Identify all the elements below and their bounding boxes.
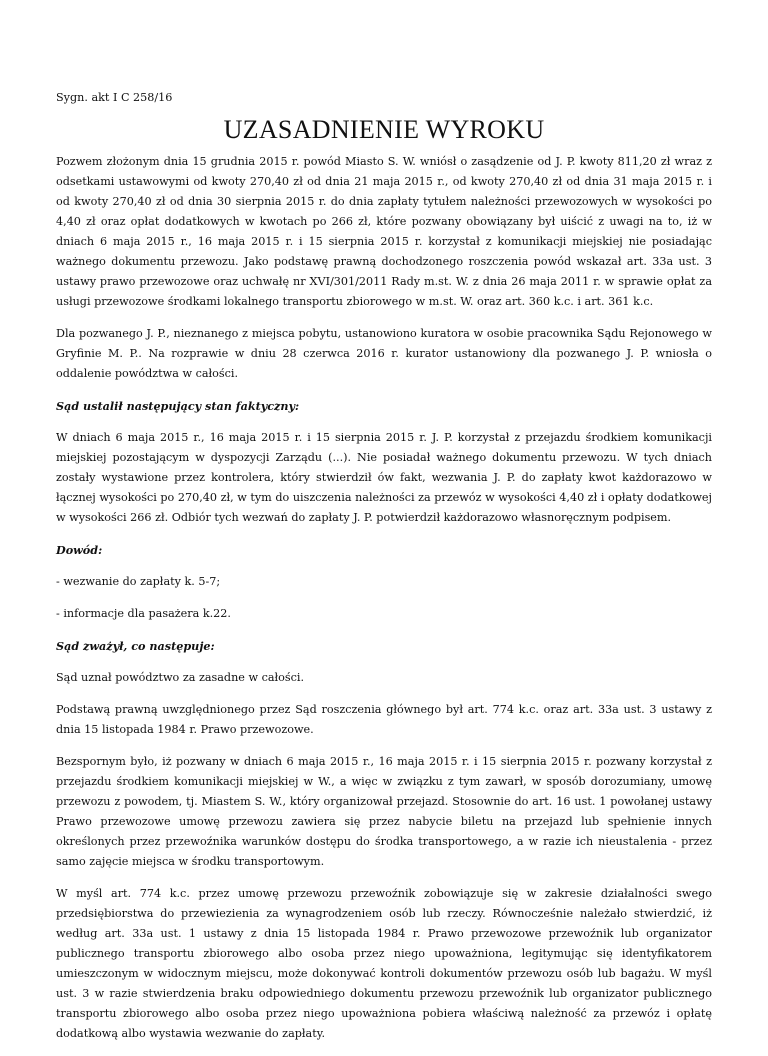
paragraph-carriage-law: W myśl art. 774 k.c. przez umowę przewozu przewoźnik zobowiązuje się w zakresie działalności swego przedsiębiorstwa do przewiezienia za wynagrodzeniem osób lub rzeczy. Równocześnie należało stwierdzić, iż według art. 33a ust. 1 ustawy z dnia 15 listopada 1984 r. Prawo przewozowe przewoźnik lub organizator publicznego transportu zbiorowego albo osoba przez niego upoważniona, legitymując się identyfikatorem umieszczonym w widocznym miejscu, może dokonywać kontroli dokumentów przewozu osób lub bagażu. W myśl ust. 3 w razie stwierdzenia braku odpowiedniego dokumentu przewozu przewoźnik lub organizator publicznego transportu zbiorowego albo osoba przez niego upoważniona pobiera właściwą należność za przewóz i opłatę dodatkową albo wystawia wezwanie do zapłaty. <box>56 887 712 1040</box>
document-page <box>56 88 712 1056</box>
paragraph-legal-basis: Podstawą prawną uwzględnionego przez Sąd roszczenia głównego był art. 774 k.c. oraz art. 33a ust. 3 ustawy z dnia 15 listopada 1984 r. Prawo przewozowe. <box>56 703 712 736</box>
paragraph-verdict: Sąd uznał powództwo za zasadne w całości. <box>56 671 305 684</box>
paragraph-curator: Dla pozwanego J. P., nieznanego z miejsca pobytu, ustanowiono kuratora w osobie pracownika Sądu Rejonowego w Gryfinie M. P.. Na rozprawie w dniu 28 czerwca 2016 r. kurator ustanowiony dla pozwanego J. P. wniosła o oddalenie powództwa w całości. <box>56 327 712 380</box>
paragraph-claim: Pozwem złożonym dnia 15 grudnia 2015 r. powód Miasto S. W. wniósł o zasądzenie od J. P. kwoty 811,20 zł wraz z odsetkami ustawowymi od kwoty 270,40 zł od dnia 21 maja 2015 r., od kwoty 270,40 zł od dnia 31 maja 2015 r. i od kwoty 270,40 zł od dnia 30 sierpnia 2015 r. do dnia zapłaty tytułem należności przewozowych w wysokości po 4,40 zł oraz opłat dodatkowych w kwotach po 266 zł, które pozwany obowiązany był uiścić z uwagi na to, iż w dniach 6 maja 2015 r., 16 maja 2015 r. i 15 sierpnia 2015 r. korzystał z komunikacji miejskiej nie posiadając ważnego dokumentu przewozu. Jako podstawę prawną dochodzonego roszczenia powód wskazał art. 33a ust. 3 ustawy prawo przewozowe oraz uchwałę nr XVI/301/2011 Rady m.st. W. z dnia 26 maja 2011 r. w sprawie opłat za usługi przewozowe środkami lokalnego transportu zbiorowego w m.st. W. oraz art. 360 k.c. i art. 361 k.c. <box>56 155 712 308</box>
paragraph-undisputed: Bezspornym było, iż pozwany w dniach 6 maja 2015 r., 16 maja 2015 r. i 15 sierpnia 2015 r. pozwany korzystał z przejazdu środkiem komunikacji miejskiej w W., a więc w związku z tym zawarł, w sposób dorozumiany, umowę przewozu z powodem, tj. Miastem S. W., który organizował przejazd. Stosownie do art. 16 ust. 1 powołanej ustawy Prawo przewozowe umowę przewozu zawiera się przez nabycie biletu na przejazd lub spełnienie innych określonych przez przewoźnika warunków dostępu do środka transportowego, a w razie ich nieustalenia - przez samo zajęcie miejsca w środku transportowym. <box>56 755 712 868</box>
evidence-item: - informacje dla pasażera k.22. <box>56 607 231 620</box>
paragraph-facts: W dniach 6 maja 2015 r., 16 maja 2015 r. i 15 sierpnia 2015 r. J. P. korzystał z przejazdu środkiem komunikacji miejskiej pozostającym w dyspozycji Zarządu (...). Nie posiadał ważnego dokumentu przewozu. W tych dniach zostały wystawione przez kontrolera, który stwierdził ów fakt, wezwania J. P. do zapłaty kwot każdorazowo w łącznej wysokości po 270,40 zł, w tym do uiszczenia należności za przewóz w wysokości 4,40 zł i opłaty dodatkowej w wysokości 266 zł. Odbiór tych wezwań do zapłaty J. P. potwierdził każdorazowo własnoręcznym podpisem. <box>56 431 712 524</box>
evidence-item: - wezwanie do zapłaty k. 5-7; <box>56 575 221 588</box>
document-title: UZASADNIENIE WYROKU <box>223 115 545 144</box>
heading-considered: Sąd zważył, co następuje: <box>56 639 215 653</box>
case-signature: Sygn. akt I C 258/16 <box>56 91 173 104</box>
heading-evidence: Dowód: <box>56 543 103 557</box>
heading-facts: Sąd ustalił następujący stan faktyczny: <box>56 399 300 413</box>
